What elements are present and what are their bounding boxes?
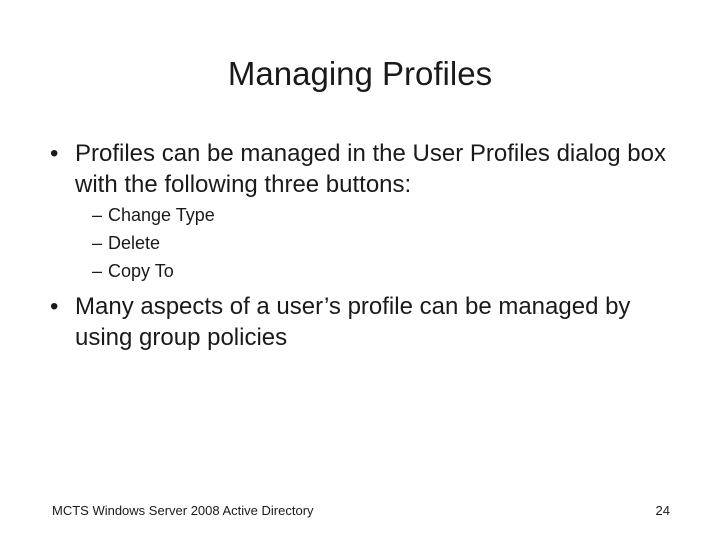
bullet-text: Many aspects of a user’s profile can be managed by using group policies [75, 293, 631, 351]
bullet-marker: • [50, 293, 59, 320]
bullet-item [50, 291, 690, 353]
sub-marker: – [92, 261, 103, 281]
sub-marker: – [92, 205, 103, 225]
sub-marker: – [92, 233, 103, 253]
slide-title: Managing Profiles [227, 55, 493, 92]
sub-item [92, 201, 215, 229]
bullet-marker: • [50, 140, 59, 167]
bullet-item [50, 138, 690, 200]
footer-text: MCTS Windows Server 2008 Active Directory [52, 503, 314, 518]
sub-item-text: Delete [108, 233, 161, 253]
bullet-text: Profiles can be managed in the User Profiles dialog box with the following three buttons: [75, 140, 666, 198]
page-number: 24 [655, 503, 670, 518]
sub-item-text: Copy To [108, 261, 174, 281]
sub-item [92, 229, 160, 257]
sub-item [92, 257, 174, 285]
sub-item-text: Change Type [108, 205, 215, 225]
